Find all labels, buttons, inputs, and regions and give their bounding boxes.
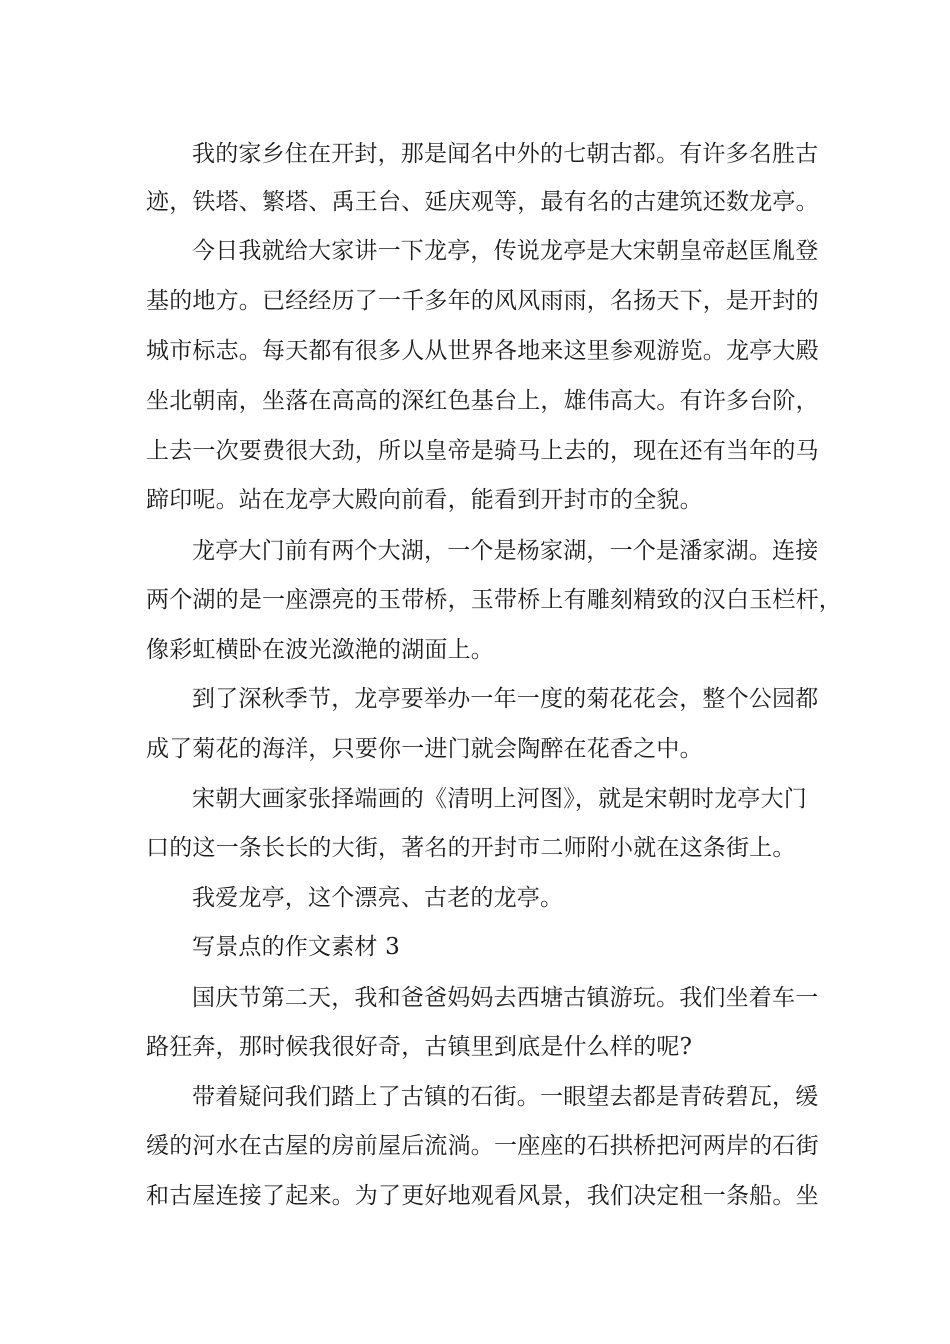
- paragraph-line: 口的这一条长长的大街，著名的开封市二师附小就在这条街上。: [146, 835, 796, 861]
- paragraph-line: 城市标志。每天都有很多人从世界各地来这里参观游览。龙亭大殿: [146, 338, 819, 364]
- paragraph-line: 宋朝大画家张择端画的《清明上河图》，就是宋朝时龙亭大门: [192, 786, 807, 812]
- paragraph-line: 缓的河水在古屋的房前屋后流淌。一座座的石拱桥把河两岸的石街: [146, 1133, 819, 1159]
- paragraph-line: 和古屋连接了起来。为了更好地观看风景，我们决定租一条船。坐: [146, 1183, 819, 1209]
- paragraph-line: 国庆节第二天，我和爸爸妈妈去西塘古镇游玩。我们坐着车一: [192, 985, 819, 1011]
- paragraph-line: 路狂奔，那时候我很好奇，古镇里到底是什么样的呢?: [146, 1034, 693, 1060]
- section-heading: 写景点的作文素材 3: [192, 934, 400, 960]
- paragraph-line: 上去一次要费很大劲，所以皇帝是骑马上去的，现在还有当年的马: [146, 438, 819, 464]
- paragraph-line: 我爱龙亭，这个漂亮、古老的龙亭。: [192, 885, 564, 911]
- paragraph-line: 到了深秋季节，龙亭要举办一年一度的菊花花会，整个公园都: [192, 686, 819, 712]
- paragraph-line: 龙亭大门前有两个大湖，一个是杨家湖，一个是潘家湖。连接: [192, 538, 819, 564]
- paragraph-line: 今日我就给大家讲一下龙亭，传说龙亭是大宋朝皇帝赵匡胤登: [192, 238, 819, 264]
- paragraph-line: 基的地方。已经经历了一千多年的风风雨雨，名扬天下，是开封的: [146, 288, 819, 314]
- paragraph-line: 成了菊花的海洋，只要你一进门就会陶醉在花香之中。: [146, 736, 703, 762]
- paragraph-line: 蹄印呢。站在龙亭大殿向前看，能看到开封市的全貌。: [146, 487, 703, 513]
- paragraph-line: 我的家乡住在开封，那是闻名中外的七朝古都。有许多名胜古: [192, 141, 819, 167]
- paragraph-line: 两个湖的是一座漂亮的玉带桥，玉带桥上有雕刻精致的汉白玉栏杆，: [146, 587, 842, 613]
- paragraph-line: 坐北朝南，坐落在高高的深红色基台上，雄伟高大。有许多台阶，: [146, 388, 819, 414]
- paragraph-line: 像彩虹横卧在波光潋滟的湖面上。: [146, 637, 494, 663]
- paragraph-line: 迹，铁塔、繁塔、禹王台、延庆观等，最有名的古建筑还数龙亭。: [146, 189, 819, 215]
- paragraph-line: 带着疑问我们踏上了古镇的石街。一眼望去都是青砖碧瓦，缓: [192, 1084, 819, 1110]
